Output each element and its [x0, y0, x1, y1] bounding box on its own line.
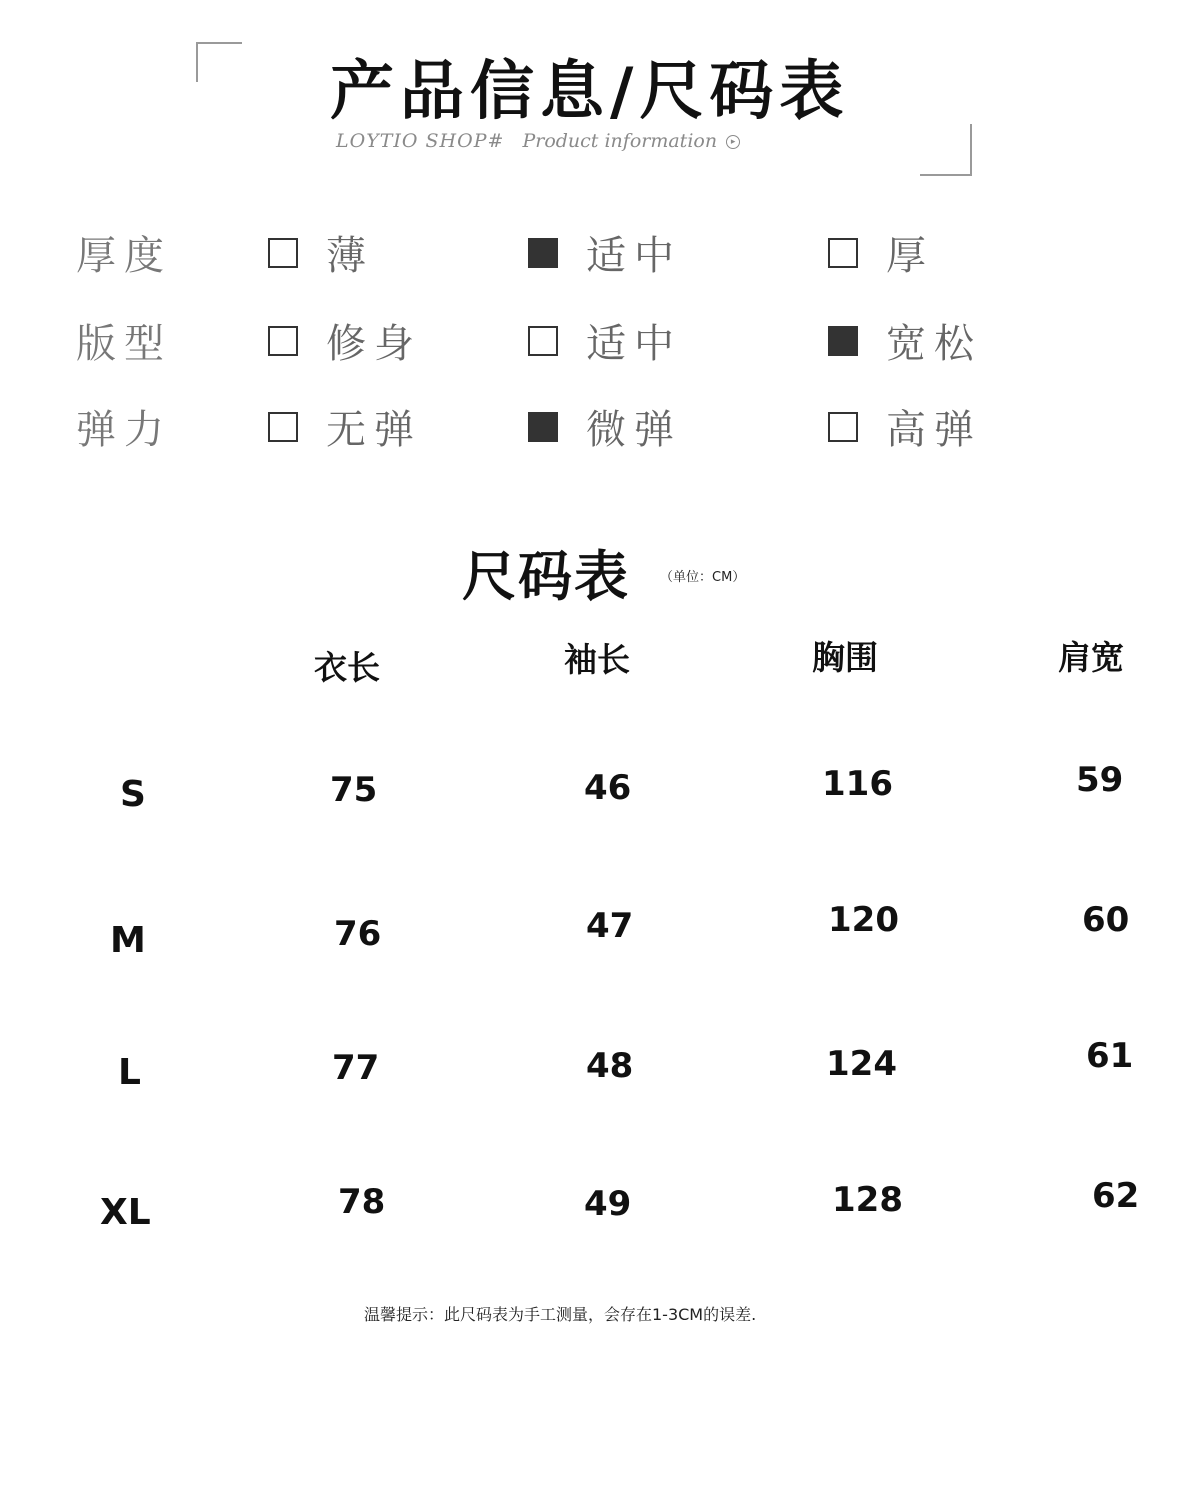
table-cell: 47	[586, 906, 634, 946]
table-cell: 76	[334, 914, 382, 954]
table-cell: 78	[338, 1182, 386, 1222]
column-header-length: 衣长	[314, 648, 380, 687]
page-subtitle	[336, 130, 740, 152]
checkbox-icon	[268, 412, 298, 442]
size-label-m: M	[110, 920, 146, 961]
checkbox-icon	[528, 238, 558, 268]
option-label: 适中	[586, 321, 682, 367]
table-cell: 124	[826, 1044, 897, 1084]
size-chart-unit: （单位：CM）	[660, 570, 746, 585]
attribute-label: 弹力	[76, 407, 172, 453]
table-cell: 75	[330, 770, 378, 810]
checkbox-icon	[268, 238, 298, 268]
table-cell: 59	[1076, 760, 1124, 800]
table-cell: 46	[584, 768, 632, 808]
shop-name: LOYTIO SHOP#	[336, 130, 505, 152]
option-label: 修身	[326, 321, 422, 367]
option-label: 高弹	[886, 407, 982, 453]
attribute-row-elasticity	[0, 398, 1200, 458]
size-label-xl: XL	[100, 1192, 151, 1233]
option-label: 薄	[326, 233, 374, 279]
column-header-chest: 胸围	[812, 638, 878, 677]
table-cell: 116	[822, 764, 893, 804]
table-cell: 128	[832, 1180, 903, 1220]
attribute-label: 厚度	[76, 233, 172, 279]
option-label: 宽松	[886, 321, 982, 367]
size-chart-title: 尺码表	[462, 545, 630, 608]
subtitle-text: Product information	[522, 130, 718, 152]
checkbox-icon	[828, 412, 858, 442]
measurement-note: 温馨提示：此尺码表为手工测量，会存在1-3CM的误差.	[364, 1305, 757, 1324]
table-cell: 60	[1082, 900, 1130, 940]
attribute-label: 版型	[76, 321, 172, 367]
checkbox-icon	[828, 326, 858, 356]
table-cell: 62	[1092, 1176, 1140, 1216]
table-cell: 48	[586, 1046, 634, 1086]
table-cell: 120	[828, 900, 899, 940]
option-label: 微弹	[586, 407, 682, 453]
page-title: 产品信息/尺码表	[330, 54, 850, 129]
table-cell: 49	[584, 1184, 632, 1224]
checkbox-icon	[268, 326, 298, 356]
circle-arrow-icon: ▸	[726, 135, 740, 149]
column-header-sleeve: 袖长	[564, 640, 630, 679]
checkbox-icon	[528, 412, 558, 442]
checkbox-icon	[528, 326, 558, 356]
column-header-shoulder: 肩宽	[1058, 638, 1124, 677]
size-label-s: S	[120, 774, 146, 815]
frame-corner-bottom-right	[920, 124, 972, 176]
table-cell: 61	[1086, 1036, 1134, 1076]
attribute-row-thickness	[0, 224, 1200, 284]
table-cell: 77	[332, 1048, 380, 1088]
option-label: 厚	[886, 233, 934, 279]
option-label: 无弹	[326, 407, 422, 453]
size-label-l: L	[118, 1052, 141, 1093]
frame-corner-top-left	[196, 42, 242, 82]
option-label: 适中	[586, 233, 682, 279]
checkbox-icon	[828, 238, 858, 268]
attribute-row-fit	[0, 312, 1200, 372]
